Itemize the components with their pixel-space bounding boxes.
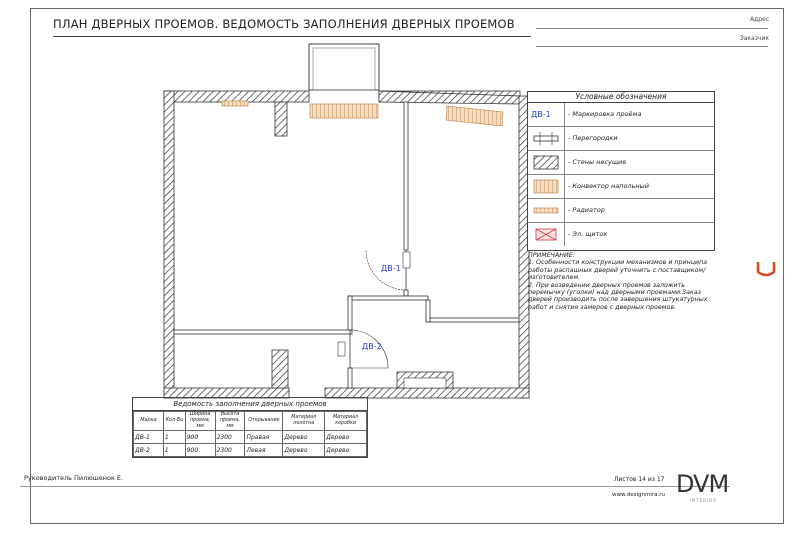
logo-subtitle: INTERIOR xyxy=(690,498,718,503)
customer-label: Заказчик xyxy=(739,35,769,42)
table-header: Высота проема, мм xyxy=(215,412,245,431)
page-edge-mark xyxy=(758,262,774,275)
page-title: ПЛАН ДВЕРНЫХ ПРОЕМОВ. ВЕДОМОСТЬ ЗАПОЛНЕНИЯ ДВЕРНЫХ ПРОЕМОВ xyxy=(53,17,515,31)
address-label: Адрес xyxy=(749,16,769,23)
legend-text: - Стены несущие xyxy=(568,158,627,166)
table-header: Материал коробки xyxy=(325,412,367,431)
legend-title: Условные обозначения xyxy=(528,92,714,103)
legend xyxy=(527,91,715,251)
table-cell: Правая xyxy=(245,431,283,444)
note-block xyxy=(528,252,718,311)
table-title: Ведомость заполнения дверных проемов xyxy=(133,398,367,411)
table-header: Марка xyxy=(134,412,164,431)
table-row xyxy=(134,444,367,457)
table-cell: Дерево xyxy=(283,431,325,444)
partitions xyxy=(174,102,519,388)
note-heading: ПРИМЕЧАНИЕ: xyxy=(528,252,575,259)
footer-rule xyxy=(20,486,730,487)
legend-item-floor-convector xyxy=(528,175,714,199)
manager-name: Руководитель Пилюшенок Е. xyxy=(24,474,124,482)
table-cell: 2300 xyxy=(215,431,245,444)
table-cell: ДВ-2 xyxy=(134,444,164,457)
table-cell: 2300 xyxy=(215,444,245,457)
table-cell: Дерево xyxy=(325,431,367,444)
radiator-1 xyxy=(222,101,248,106)
legend-item-radiator xyxy=(528,199,714,223)
website-link[interactable]: www.designmira.ru xyxy=(612,492,665,498)
legend-symbol-marking: ДВ-1 xyxy=(531,110,551,119)
door-2-label: ДВ-2 xyxy=(362,342,382,351)
legend-item-electric-panel xyxy=(528,223,714,246)
table-row xyxy=(134,431,367,444)
door-1-label: ДВ-1 xyxy=(381,264,401,273)
legend-text: - Радиатор xyxy=(568,206,605,214)
note-line-1: 1. Особенности конструкции механизмов и принципа работы распашных дверей уточнить с поставщиком/ изготовителем. xyxy=(528,259,708,282)
table-cell: 1 xyxy=(163,431,185,444)
legend-item-marking xyxy=(528,103,714,127)
note-line-2: 2. При возведении дверных проемов заложить перемычку (уголки) над дверными проемами.Заказ дверей производить после завершения штукатурных работ и снятия замеров с дверных проемов. xyxy=(528,281,708,311)
table-cell: 900 xyxy=(185,444,215,457)
table-header: Ширина проема, мм xyxy=(185,412,215,431)
table-cell: Левая xyxy=(245,444,283,457)
door-schedule-table xyxy=(132,397,368,458)
balcony xyxy=(309,44,379,90)
sheet-counter: Листов 14 из 17 xyxy=(614,476,665,483)
convector-1 xyxy=(310,104,378,118)
table-cell: Дерево xyxy=(325,444,367,457)
legend-item-partitions xyxy=(528,127,714,151)
table-cell: Дерево xyxy=(283,444,325,457)
table-cell: 900 xyxy=(185,431,215,444)
table-header: Открывание xyxy=(245,412,283,431)
table-cell: 1 xyxy=(163,444,185,457)
convector-2 xyxy=(446,106,503,126)
bearing-walls xyxy=(164,91,529,398)
legend-item-bearing-walls xyxy=(528,151,714,175)
legend-text: - Перегородки xyxy=(568,134,618,142)
table-cell: ДВ-1 xyxy=(134,431,164,444)
table-header-row xyxy=(134,412,367,431)
legend-text: - Конвектор напольный xyxy=(568,182,650,190)
legend-text: - Маркировка проёма xyxy=(568,110,642,118)
table-header: Кол-Во xyxy=(163,412,185,431)
company-logo: DVM xyxy=(676,470,729,498)
table-header: Материал полотна xyxy=(283,412,325,431)
legend-text: - Эл. щиток xyxy=(568,230,608,238)
